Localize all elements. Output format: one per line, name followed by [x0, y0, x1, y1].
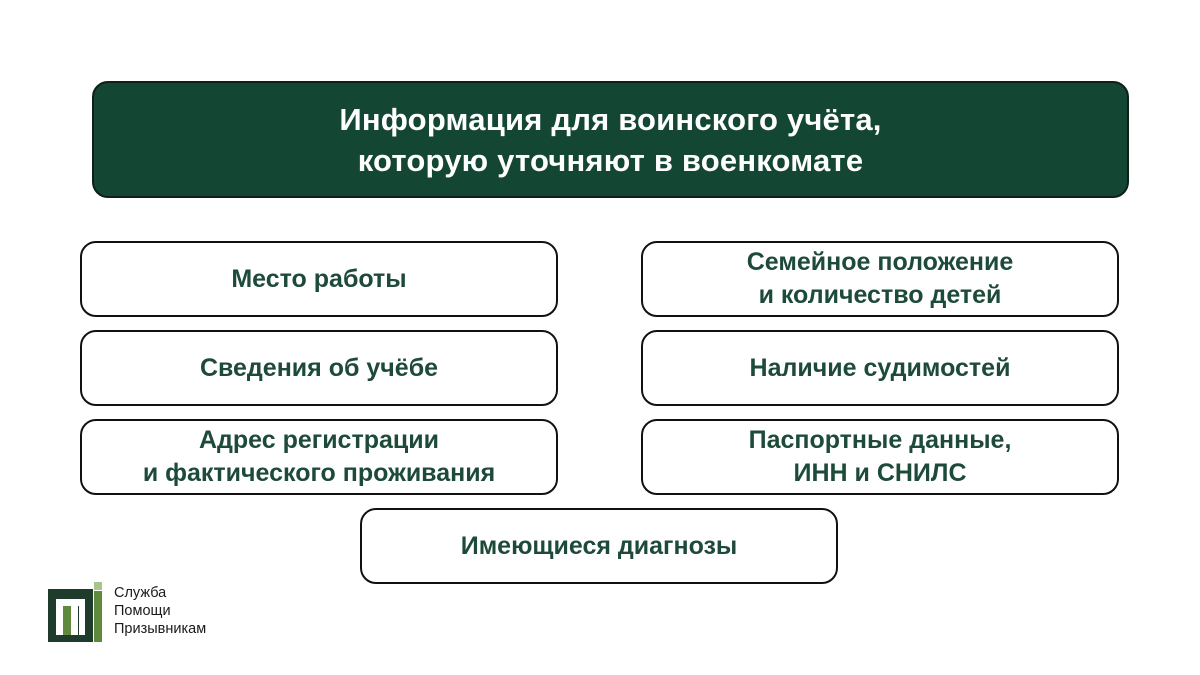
logo-text-line-1: Служба: [114, 585, 167, 601]
card-family-status: [641, 241, 1119, 317]
service-logo-text: [114, 584, 206, 638]
card-address: [80, 419, 558, 495]
card-criminal-record: [641, 330, 1119, 406]
card-address-line-2: и фактического проживания: [142, 459, 496, 487]
card-workplace-line-1: Место работы: [231, 264, 407, 293]
service-logo: [48, 582, 228, 646]
service-logo-icon: [48, 582, 102, 642]
card-education-line-1: Сведения об учёбе: [199, 353, 439, 382]
card-diagnoses-line-1: Имеющиеся диагнозы: [460, 531, 738, 560]
card-address-line-1: Адрес регистрации: [198, 426, 439, 454]
logo-text-line-2: Помощи: [114, 603, 171, 619]
card-passport-data-line-1: Паспортные данные,: [748, 426, 1012, 454]
card-diagnoses: [360, 508, 838, 584]
card-passport-data-line-2: ИНН и СНИЛС: [793, 459, 967, 487]
card-criminal-record-line-1: Наличие судимостей: [749, 353, 1011, 382]
card-family-status-line-2: и количество детей: [758, 281, 1002, 309]
header-title-line-1: Информация для воинского учёта,: [339, 101, 882, 137]
card-passport-data: [641, 419, 1119, 495]
card-education: [80, 330, 558, 406]
card-workplace: [80, 241, 558, 317]
logo-text-line-3: Призывникам: [114, 621, 207, 637]
header-title-line-2: которую уточняют в военкомате: [357, 142, 864, 178]
card-family-status-line-1: Семейное положение: [746, 248, 1014, 276]
header-box: [92, 81, 1129, 198]
